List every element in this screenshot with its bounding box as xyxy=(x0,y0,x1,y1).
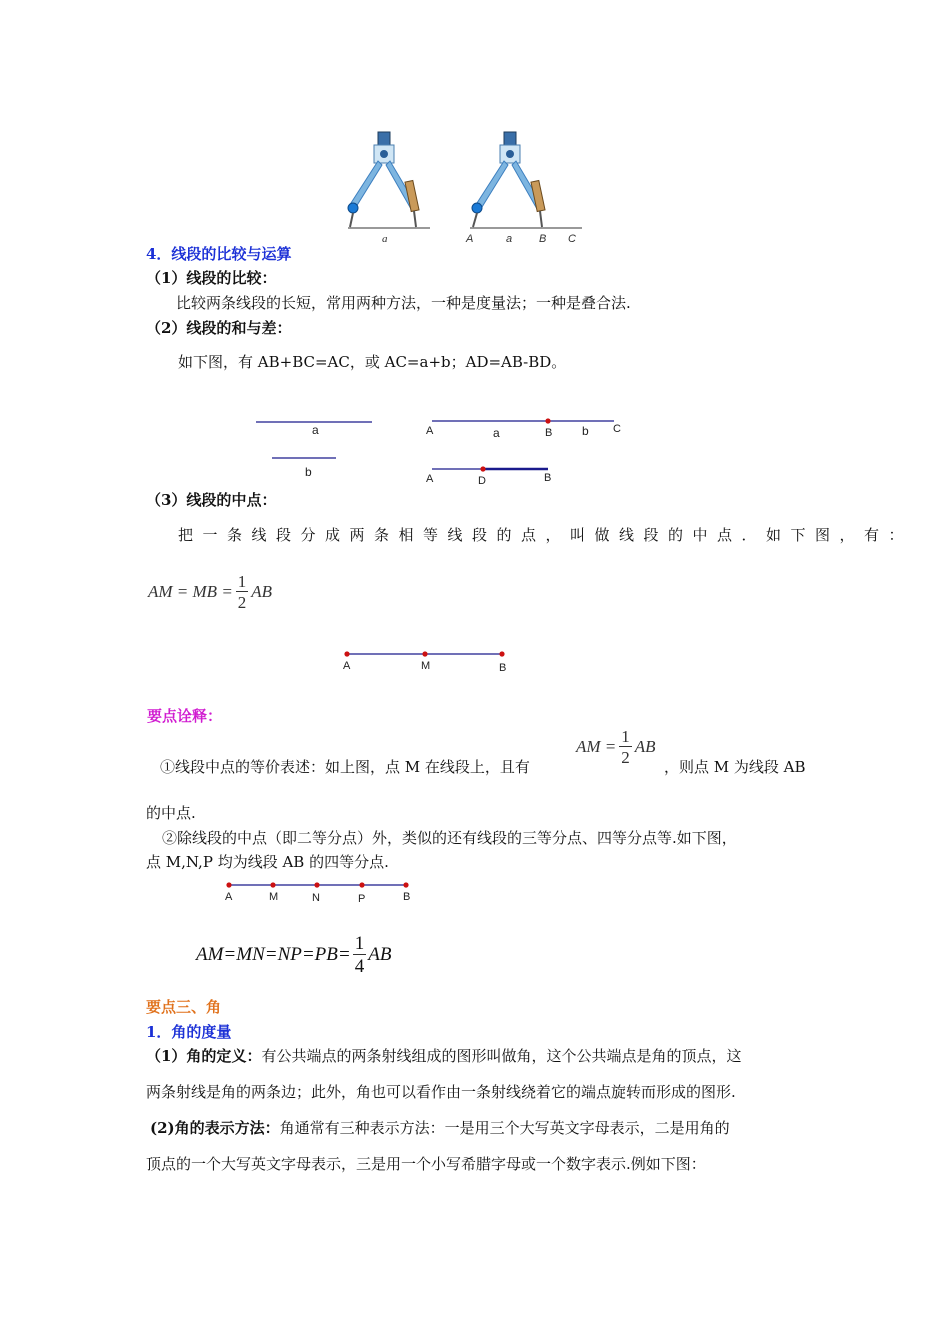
section4-title: 4．线段的比较与运算 xyxy=(146,245,292,263)
notes-title: 要点诠释： xyxy=(147,707,223,725)
note2-line2: 点 M,N,P 均为线段 AB 的四等分点. xyxy=(146,853,389,871)
formula2-fraction xyxy=(353,934,367,976)
midpoint-label-B: B xyxy=(499,662,507,674)
note1-text-after: ，则点 M 为线段 AB xyxy=(664,758,806,776)
def-line1: 有公共端点的两条射线组成的图形叫做角，这个公共端点是角的顶点，这 xyxy=(261,1047,742,1065)
compass-left-label-a: a xyxy=(382,233,388,245)
point-D xyxy=(480,466,485,471)
sub2-title: （2）线段的和与差： xyxy=(146,319,292,337)
note1-formula-right: AB xyxy=(634,737,656,756)
quarter-formula xyxy=(196,934,391,976)
sub3-title: （3）线段的中点： xyxy=(146,491,277,509)
compass-label-C: C xyxy=(568,233,576,245)
quarter-points-diagram xyxy=(220,876,420,908)
quarter-point-A xyxy=(226,882,231,887)
repr-line1: 角通常有三种表示方法：一是用三个大写英文字母表示，二是用角的 xyxy=(279,1119,730,1137)
label-top-A: A xyxy=(426,425,434,437)
formula2-right: AB xyxy=(368,944,392,965)
quarter-label-B: B xyxy=(403,891,411,903)
note1-num: 1 xyxy=(621,727,630,746)
compass-label-a: a xyxy=(506,233,513,245)
label-bot-A: A xyxy=(426,473,434,485)
midpoint-formula xyxy=(148,573,272,611)
formula2-num: 1 xyxy=(354,933,365,954)
sub2-text: 如下图，有 AB+BC=AC，或 AC=a+b；AD=AB-BD。 xyxy=(178,353,567,371)
formula1-num: 1 xyxy=(237,572,247,591)
quarter-label-P: P xyxy=(358,893,366,905)
midpoint-point-A xyxy=(344,651,349,656)
sub1-text: 比较两条线段的长短，常用两种方法，一种是度量法；一种是叠合法. xyxy=(176,294,631,312)
midpoint-label-A: A xyxy=(343,660,351,672)
label-top-a: a xyxy=(493,426,500,440)
note1-text-before: ①线段中点的等价表述：如上图，点 M 在线段上，且有 xyxy=(160,758,530,776)
formula2-left: AM=MN=NP=PB= xyxy=(196,944,351,965)
quarter-point-N xyxy=(314,882,319,887)
point-B-top xyxy=(545,418,550,423)
segment-b-label: b xyxy=(305,465,312,479)
quarter-label-M: M xyxy=(269,891,279,903)
compass-figure xyxy=(342,127,592,247)
note1-text-cont: 的中点. xyxy=(146,804,196,822)
label-top-B: B xyxy=(545,427,553,439)
midpoint-point-B xyxy=(499,651,504,656)
note1-fraction xyxy=(619,728,632,766)
angle-definition-line1 xyxy=(146,1046,741,1066)
midpoint-diagram xyxy=(338,644,518,676)
compass-label-A: A xyxy=(466,233,474,245)
quarter-label-A: A xyxy=(225,891,233,903)
angle-representation-line1 xyxy=(150,1118,730,1138)
note1-formula xyxy=(576,728,656,766)
formula1-fraction xyxy=(236,573,249,611)
formula1-den: 2 xyxy=(237,593,247,612)
sub3-text: 把一条线段分成两条相等线段的点，叫做线段的中点．如下图，有： xyxy=(178,526,914,544)
def-line2: 两条射线是角的两条边；此外，角也可以看作由一条射线绕着它的端点旋转而形成的图形. xyxy=(146,1083,736,1101)
repr-line2: 顶点的一个大写英文字母表示，三是用一个小写希腊字母或一个数字表示.例如下图： xyxy=(146,1155,706,1173)
repr-title: (2)角的表示方法： xyxy=(150,1119,280,1137)
quarter-point-P xyxy=(359,882,364,887)
note1-formula-left: AM = xyxy=(576,737,617,756)
section3-title: 要点三、角 xyxy=(146,998,222,1016)
quarter-point-M xyxy=(270,882,275,887)
segment-a-label: a xyxy=(312,423,319,437)
note2-line1: ②除线段的中点（即二等分点）外，类似的还有线段的三等分点、四等分点等.如下图， xyxy=(162,829,737,847)
left-compass-icon xyxy=(348,132,430,245)
midpoint-label-M: M xyxy=(421,660,431,672)
midpoint-point-M xyxy=(422,651,427,656)
quarter-point-B xyxy=(403,882,408,887)
sub1-title: （1）线段的比较： xyxy=(146,269,277,287)
formula2-den: 4 xyxy=(354,956,365,977)
label-top-C: C xyxy=(613,423,621,435)
label-bot-D: D xyxy=(478,475,486,487)
def-title: （1）角的定义： xyxy=(146,1047,262,1065)
quarter-label-N: N xyxy=(312,892,320,904)
right-compass-icon xyxy=(465,132,582,245)
note1-den: 2 xyxy=(621,748,630,767)
section3-sub1-title: 1．角的度量 xyxy=(146,1023,232,1041)
formula1-right: AB xyxy=(251,582,273,601)
label-bot-B: B xyxy=(544,472,552,484)
formula1-left: AM = MB = xyxy=(148,582,233,601)
compass-label-B: B xyxy=(539,233,547,245)
segment-sum-diagram xyxy=(250,408,630,488)
label-top-b: b xyxy=(582,424,589,438)
